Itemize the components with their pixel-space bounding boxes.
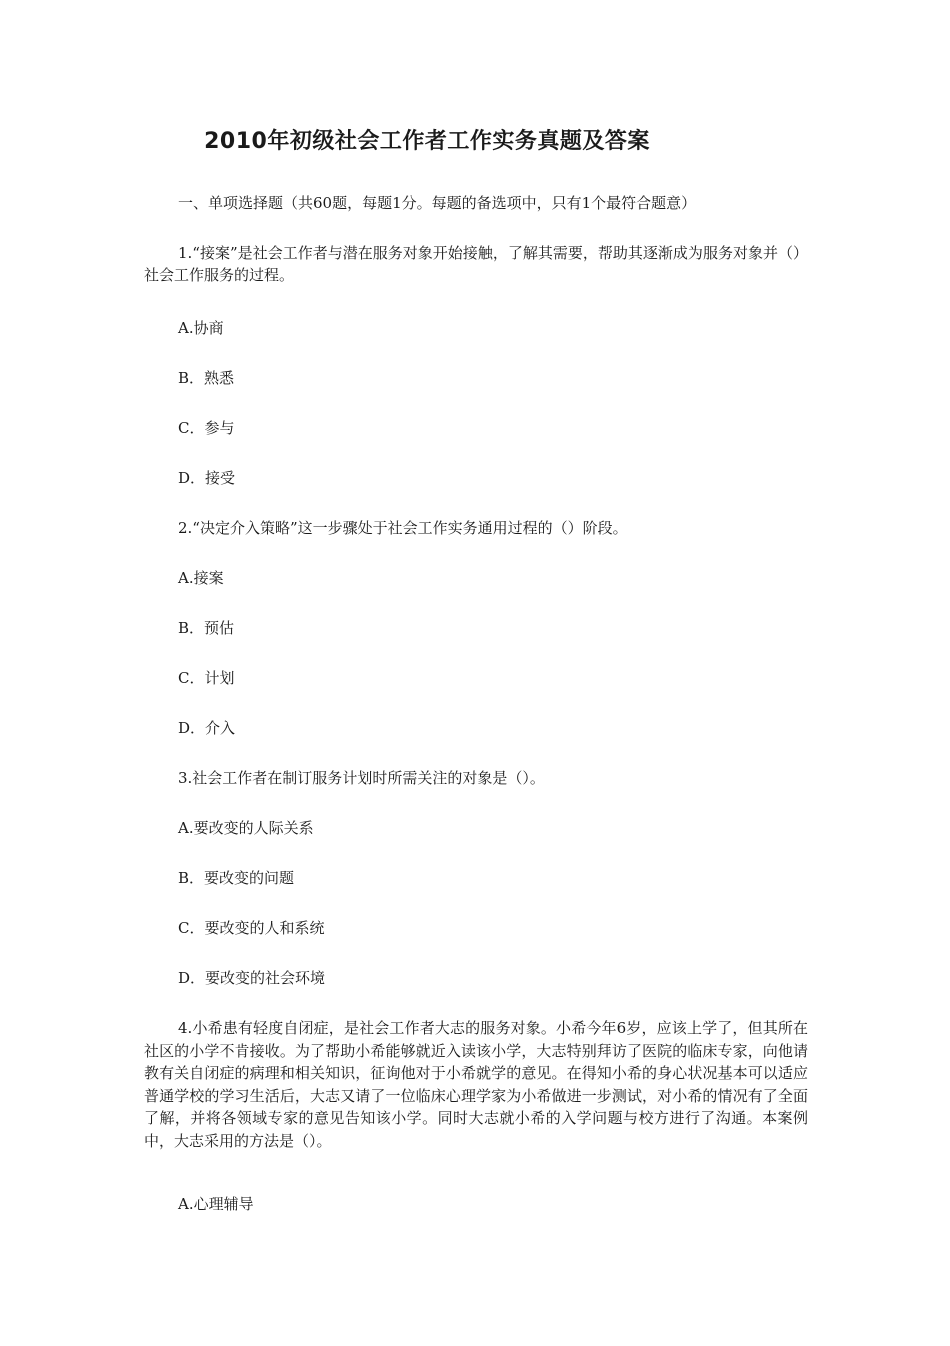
question-3-option-d: D．要改变的社会环境 xyxy=(178,969,326,987)
section-header: 一、单项选择题（共60题，每题1分。每题的备选项中，只有1个最符合题意） xyxy=(178,194,697,212)
question-3-option-c: C．要改变的人和系统 xyxy=(178,919,325,937)
question-2-option-a: A.接案 xyxy=(178,569,224,587)
question-1-option-b: B．熟悉 xyxy=(178,369,235,387)
question-2-option-d: D．介入 xyxy=(178,719,236,737)
question-4-option-a: A.心理辅导 xyxy=(178,1195,254,1213)
question-1-option-a: A.协商 xyxy=(178,319,224,337)
question-1-option-d: D．接受 xyxy=(178,469,236,487)
question-1-option-c: C．参与 xyxy=(178,419,235,437)
question-2-option-b: B．预估 xyxy=(178,619,235,637)
question-2-stem: 2.“决定介入策略”这一步骤处于社会工作实务通用过程的（）阶段。 xyxy=(178,519,628,537)
document-title: 2010年初级社会工作者工作实务真题及答案 xyxy=(204,129,650,154)
question-2-option-c: C．计划 xyxy=(178,669,235,687)
question-1-stem: 1.“接案”是社会工作者与潜在服务对象开始接触，了解其需要，帮助其逐渐成为服务对象并（）社会工作服务的过程。 xyxy=(144,244,808,284)
question-3-option-b: B．要改变的问题 xyxy=(178,869,295,887)
question-3-option-a: A.要改变的人际关系 xyxy=(178,819,314,837)
question-4-stem: 4.小希患有轻度自闭症，是社会工作者大志的服务对象。小希今年6岁，应该上学了，但其所在社区的小学不肯接收。为了帮助小希能够就近入读该小学，大志特别拜访了医院的临床专家，向他请教有关自闭症的病理和相关知识，征询他对于小希就学的意见。在得知小希的身心状况基本可以适应普通学校的学习生活后，大志又请了一位临床心理学家为小希做进一步测试，对小希的情况有了全面了解，并将各领域专家的意见告知该小学。同时大志就小希的入学问题与校方进行了沟通。本案例中，大志采用的方法是（）。 xyxy=(144,1019,808,1150)
question-3-stem: 3.社会工作者在制订服务计划时所需关注的对象是（）。 xyxy=(178,769,545,787)
